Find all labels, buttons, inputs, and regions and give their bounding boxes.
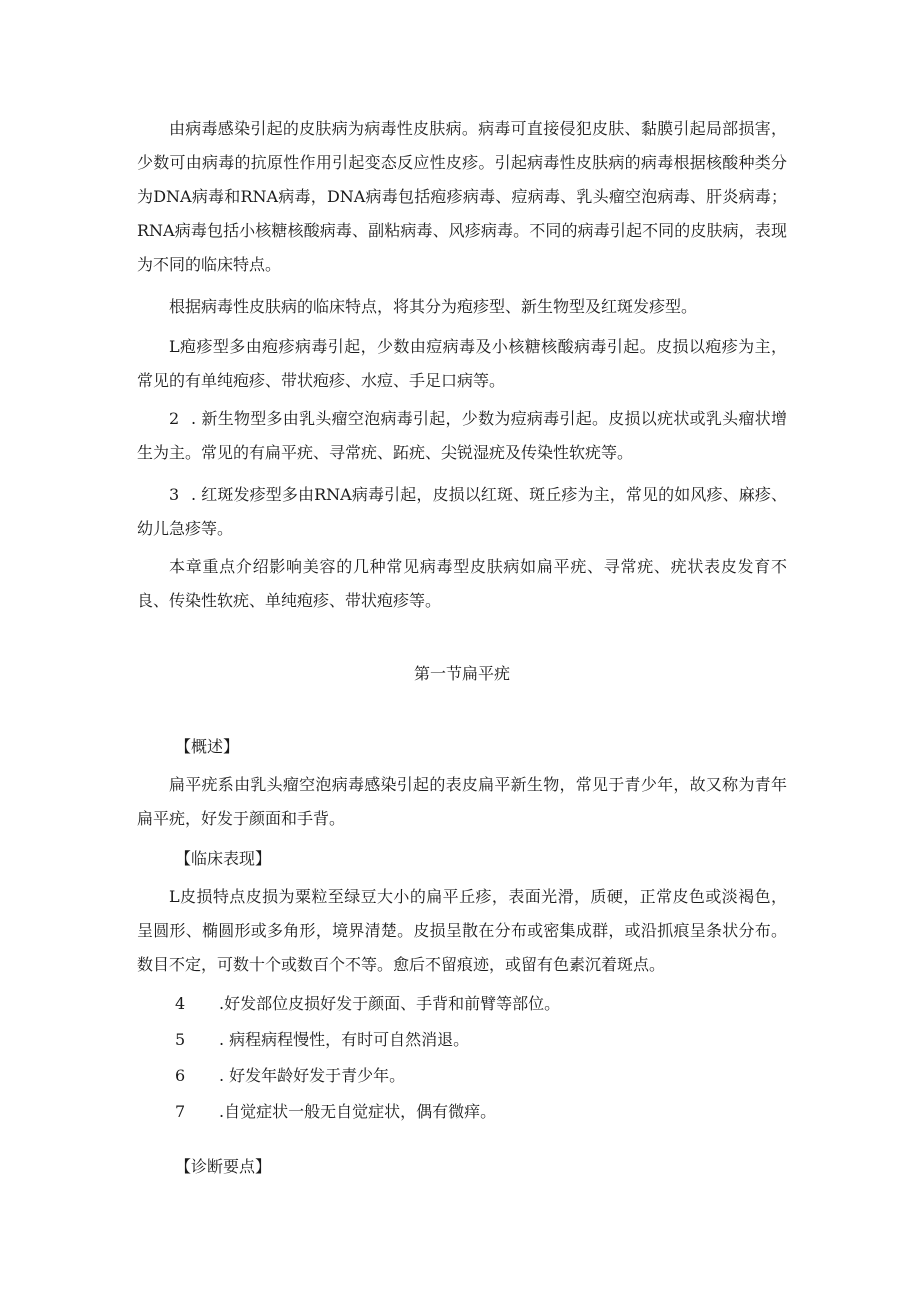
intro-paragraph-1: 由病毒感染引起的皮肤病为病毒性皮肤病。病毒可直接侵犯皮肤、黏膜引起局部损害，少数可由病毒的抗原性作用引起变态反应性皮疹。引起病毒性皮肤病的病毒根据核酸种类分为DNA病毒和RNA病毒，DNA病毒包括疱疹病毒、痘病毒、乳头瘤空泡病毒、肝炎病毒；RNA病毒包括小核糖核酸病毒、副粘病毒、风疹病毒。不同的病毒引起不同的皮肤病，表现为不同的临床特点。	[137, 119, 787, 274]
intro-paragraph-5	[137, 478, 787, 546]
list-text: .好发部位皮损好发于颜面、手背和前臂等部位。	[219, 994, 561, 1013]
list-text: . 新生物型多由乳头瘤空泡病毒引起，少数为痘病毒引起。皮损以疣状或乳头瘤状增生为主。常见的有扁平疣、寻常疣、跖疣、尖锐湿疣及传染性软疣等。	[137, 409, 787, 462]
clinical-heading: 【临床表现】	[175, 849, 272, 868]
list-number: 3	[169, 485, 180, 504]
section-title: 第一节扁平疣	[413, 664, 510, 683]
list-number: 4	[175, 994, 186, 1013]
list-text: .自觉症状一般无自觉症状，偶有微痒。	[219, 1102, 497, 1121]
list-number: 6	[175, 1066, 186, 1085]
list-number: 7	[175, 1102, 186, 1121]
list-number: 2	[169, 409, 180, 428]
diagnosis-heading: 【诊断要点】	[175, 1157, 272, 1176]
list-item	[175, 1026, 469, 1054]
list-item	[175, 990, 560, 1018]
overview-paragraph: 扁平疣系由乳头瘤空泡病毒感染引起的表皮扁平新生物，常见于青少年，故又称为青年扁平疣，好发于颜面和手背。	[137, 775, 787, 828]
intro-paragraph-3: L疱疹型多由疱疹病毒引起，少数由痘病毒及小核糖核酸病毒引起。皮损以疱疹为主，常见的有单纯疱疹、带状疱疹、水痘、手足口病等。	[137, 337, 787, 390]
clinical-paragraph: L皮损特点皮损为粟粒至绿豆大小的扁平丘疹，表面光滑，质硬，正常皮色或淡褐色，呈圆形、椭圆形或多角形，境界清楚。皮损呈散在分布或密集成群，或沿抓痕呈条状分布。数目不定，可数十个或数百个不等。愈后不留痕迹，或留有色素沉着斑点。	[137, 887, 787, 974]
intro-paragraph-2: 根据病毒性皮肤病的临床特点，将其分为疱疹型、新生物型及红斑发疹型。	[169, 297, 698, 316]
intro-paragraph-4	[137, 402, 787, 470]
list-text: . 红斑发疹型多由RNA病毒引起，皮损以红斑、斑丘疹为主，常见的如风疹、麻疹、幼儿急疹等。	[137, 485, 787, 538]
list-item	[175, 1098, 496, 1126]
list-text: . 病程病程慢性，有时可自然消退。	[219, 1030, 470, 1049]
list-item	[175, 1062, 405, 1090]
list-text: . 好发年龄好发于青少年。	[219, 1066, 406, 1085]
overview-heading: 【概述】	[175, 737, 240, 756]
list-number: 5	[175, 1030, 186, 1049]
intro-paragraph-6: 本章重点介绍影响美容的几种常见病毒型皮肤病如扁平疣、寻常疣、疣状表皮发育不良、传染性软疣、单纯疱疹、带状疱疹等。	[137, 557, 787, 610]
